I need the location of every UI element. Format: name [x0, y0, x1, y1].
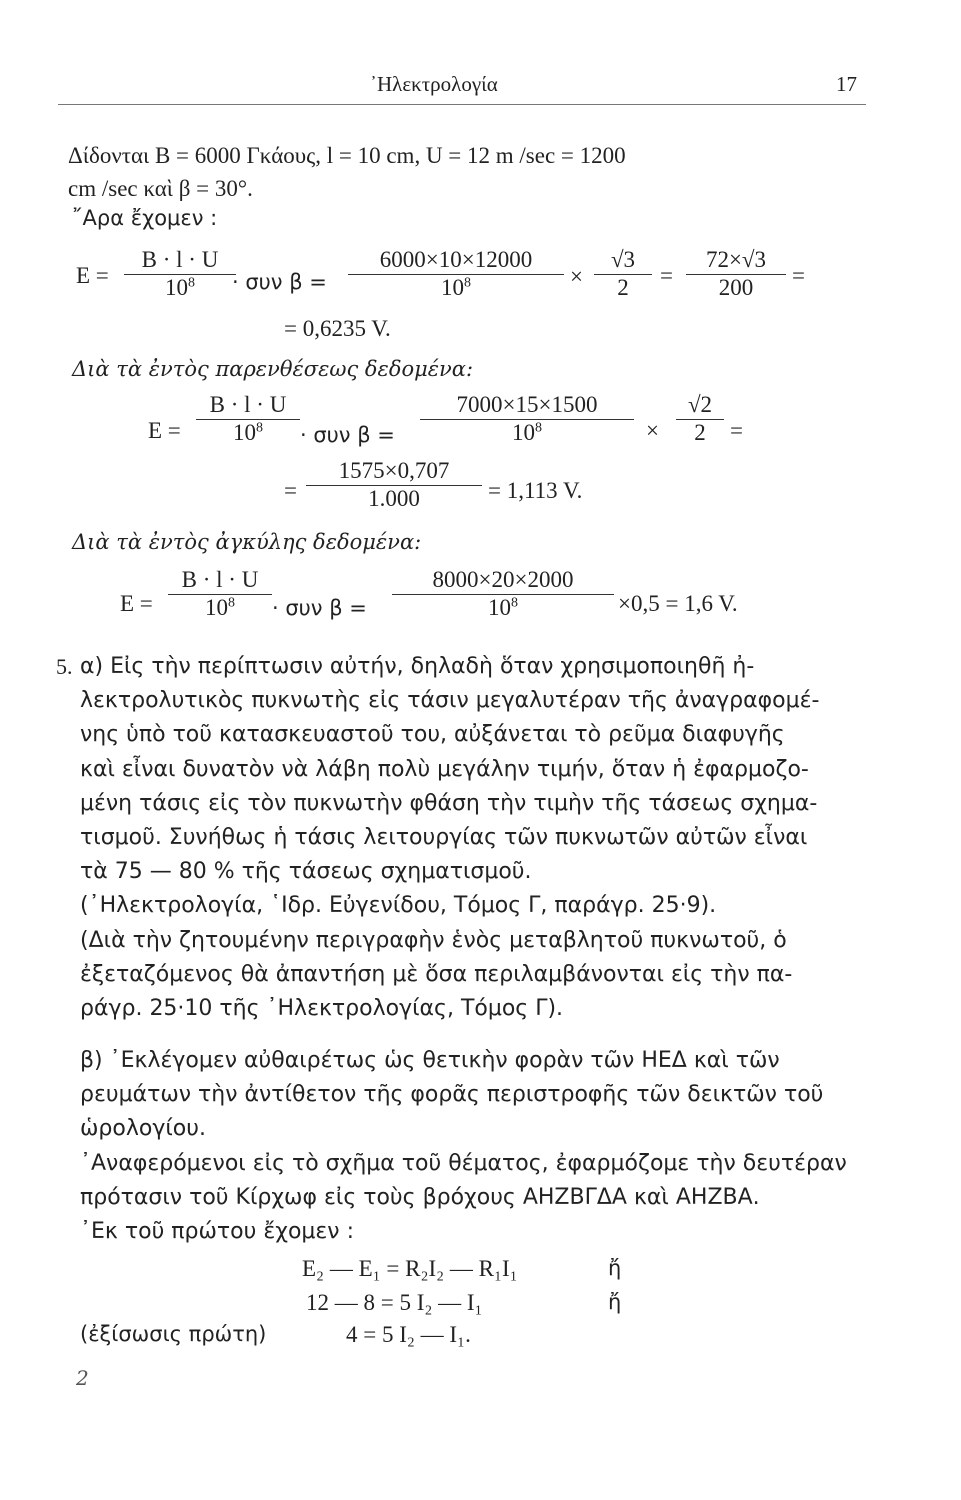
- first-equation-label: (ἐξίσωσις πρώτη): [80, 1322, 267, 1346]
- eq3-f1-numerator: B · l · U: [168, 567, 272, 595]
- kirchhoff-eq-1: E₂ — E₁ = R₂I₂ — R₁I₁: [302, 1256, 518, 1281]
- eq2-cos-beta: · συν β =: [300, 423, 395, 447]
- eq3-f2-numerator: 8000×20×2000: [392, 567, 614, 595]
- eq1-fraction-1: [124, 247, 236, 301]
- paren-data-header: Διὰ τὰ ἐντὸς παρενθέσεως δεδομένα:: [72, 357, 474, 381]
- beta-line: ὡρολογίου.: [80, 1116, 206, 1142]
- kirchhoff-eq-3: 4 = 5 I₂ — I₁.: [346, 1322, 471, 1347]
- eq2-equals: =: [730, 418, 743, 443]
- section-number: 5.: [56, 654, 73, 679]
- eq1-f2-numerator: 6000×10×12000: [348, 247, 564, 275]
- kirchhoff-conj-2: ἤ: [608, 1290, 622, 1314]
- eq2-f2-den-exp: 8: [535, 420, 542, 436]
- eq1-f2-den-base: 10: [441, 275, 464, 300]
- eq2-fraction-3: [676, 392, 724, 446]
- eq2-f4-numerator: 1575×0,707: [306, 458, 482, 486]
- eq1-f3-denominator: 2: [617, 275, 629, 300]
- eq2-fraction-4: [306, 458, 482, 512]
- alpha-line: (Διὰ τὴν ζητουμένην περιγραφὴν ἑνὸς μεταβλητοῦ πυκνωτοῦ, ὁ: [80, 927, 787, 953]
- eq3-f1-den-exp: 8: [228, 595, 235, 611]
- eq2-f1-numerator: B · l · U: [196, 392, 300, 420]
- beta-line: ρευμάτων τὴν ἀντίθετον τῆς φορᾶς περιστροφῆς τῶν δεικτῶν τοῦ: [80, 1082, 824, 1108]
- eq3-f2-denominator: [392, 595, 614, 621]
- beta-line: πρότασιν τοῦ Κίρχωφ εἰς τοὺς βρόχους ΑΗΖΒΓΔΑ καὶ ΑΗΖΒΑ.: [80, 1184, 760, 1210]
- kirchhoff-eq-2: 12 — 8 = 5 I₂ — I₁: [306, 1290, 483, 1315]
- eq3-f1-den-base: 10: [205, 595, 228, 620]
- beta-line: β) ᾿Εκλέγομεν αὐθαιρέτως ὡς θετικὴν φορὰν τῶν ΗΕΔ καὶ τῶν: [80, 1048, 780, 1073]
- eq1-f4-denominator: 200: [718, 275, 754, 300]
- eq2-f1-den-base: 10: [233, 420, 256, 445]
- eq2-f3-denominator: 2: [694, 420, 706, 445]
- eq2-f2-den-base: 10: [512, 420, 535, 445]
- eq1-f1-den-exp: 8: [188, 275, 195, 291]
- beta-line: ᾿Εκ τοῦ πρώτου ἔχομεν :: [80, 1219, 354, 1245]
- eq1-f1-denominator: [124, 275, 236, 301]
- eq1-fraction-4: [686, 247, 786, 301]
- eq3-f2-den-exp: 8: [511, 595, 518, 611]
- beta-line: ᾿Αναφερόμενοι εἰς τὸ σχῆμα τοῦ θέματος, ἐφαρμόζομε τὴν δευτέραν: [80, 1150, 847, 1176]
- eq1-times: ×: [570, 264, 583, 289]
- alpha-paragraph: [80, 650, 819, 1026]
- eq1-fraction-3: [594, 247, 652, 301]
- eq2-pre-equals: =: [284, 478, 297, 503]
- alpha-line: ράγρ. 25·10 τῆς ᾿Ηλεκτρολογίας, Τόμος Γ).: [80, 996, 564, 1022]
- eq2-fraction-2: [420, 392, 634, 446]
- eq2-f2-denominator: [420, 420, 634, 446]
- eq1-f3-numerator: √3: [594, 247, 652, 275]
- alpha-line: (᾿Ηλεκτρολογία, ῾Ιδρ. Εὐγενίδου, Τόμος Γ, παράγρ. 25·9).: [80, 893, 717, 919]
- running-header-title: ᾿Ηλεκτρολογία: [370, 72, 498, 96]
- given-line-1: Δίδονται B = 6000 Γκάους, l = 10 cm, U = 12 m /sec = 1200: [68, 143, 626, 168]
- eq2-f3-numerator: √2: [676, 392, 724, 420]
- eq3-cos-beta: · συν β =: [272, 596, 367, 620]
- alpha-line: ἐξεταζόμενος θὰ ἀπαντήση μὲ ὅσα περιλαμβάνονται εἰς τὴν πα-: [80, 961, 793, 987]
- eq3-f2-den-base: 10: [488, 595, 511, 620]
- eq2-lhs: E =: [148, 418, 181, 443]
- alpha-line: καὶ εἶναι δυνατὸν νὰ λάβη πολὺ μεγάλην τιμήν, ὅταν ἡ ἐφαρμοζο-: [80, 756, 809, 782]
- eq3-f1-denominator: [168, 595, 272, 621]
- eq2-f1-denominator: [196, 420, 300, 446]
- ara-line: ῎Αρα ἔχομεν :: [72, 206, 218, 230]
- eq1-equals-1: =: [660, 263, 673, 288]
- eq1-cos-beta: · συν β =: [232, 270, 327, 294]
- alpha-line: α) Εἰς τὴν περίπτωσιν αὐτήν, δηλαδὴ ὅταν χρησιμοποιηθῆ ἠ-: [80, 654, 755, 679]
- bracket-data-header: Διὰ τὰ ἐντὸς ἀγκύλης δεδομένα:: [72, 530, 422, 554]
- eq2-f2-numerator: 7000×15×1500: [420, 392, 634, 420]
- eq1-equals-2: =: [792, 263, 805, 288]
- eq1-result: = 0,6235 V.: [284, 316, 391, 341]
- alpha-line: μένη τάσις εἰς τὸν πυκνωτὴν φθάση τὴν τιμὴν τῆς τάσεως σχημα-: [80, 790, 818, 816]
- eq1-f4-numerator: 72×√3: [686, 247, 786, 275]
- eq2-fraction-1: [196, 392, 300, 446]
- signature-mark: 2: [76, 1366, 89, 1390]
- eq2-result: = 1,113 V.: [488, 478, 583, 503]
- header-rule: [58, 104, 866, 105]
- eq3-result: ×0,5 = 1,6 V.: [618, 591, 738, 616]
- eq1-f2-denominator: [348, 275, 564, 301]
- alpha-line: τὰ 75 — 80 % τῆς τάσεως σχηματισμοῦ.: [80, 859, 532, 885]
- eq1-f2-den-exp: 8: [464, 275, 471, 291]
- eq1-f1-den-base: 10: [165, 275, 188, 300]
- page-number: 17: [836, 72, 857, 96]
- eq1-f1-numerator: B · l · U: [124, 247, 236, 275]
- eq3-fraction-1: [168, 567, 272, 621]
- eq3-fraction-2: [392, 567, 614, 621]
- alpha-line: λεκτρολυτικὸς πυκνωτὴς εἰς τάσιν μεγαλυτέραν τῆς ἀναγραφομέ-: [80, 688, 820, 714]
- kirchhoff-conj-1: ἤ: [608, 1256, 622, 1280]
- alpha-line: τισμοῦ. Συνήθως ἡ τάσις λειτουργίας τῶν πυκνωτῶν αὐτῶν εἶναι: [80, 825, 808, 851]
- eq1-fraction-2: [348, 247, 564, 301]
- beta-paragraph: [80, 1044, 847, 1249]
- eq1-lhs: E =: [76, 263, 109, 288]
- eq2-times: ×: [646, 418, 659, 443]
- alpha-line: νης ὑπὸ τοῦ κατασκευαστοῦ του, αὐξάνεται τὸ ρεῦμα διαφυγῆς: [80, 722, 785, 748]
- eq3-lhs: E =: [120, 591, 153, 616]
- eq2-f1-den-exp: 8: [256, 420, 263, 436]
- given-line-2: cm /sec καὶ β = 30°.: [68, 176, 253, 201]
- eq2-f4-denominator: 1.000: [368, 486, 420, 511]
